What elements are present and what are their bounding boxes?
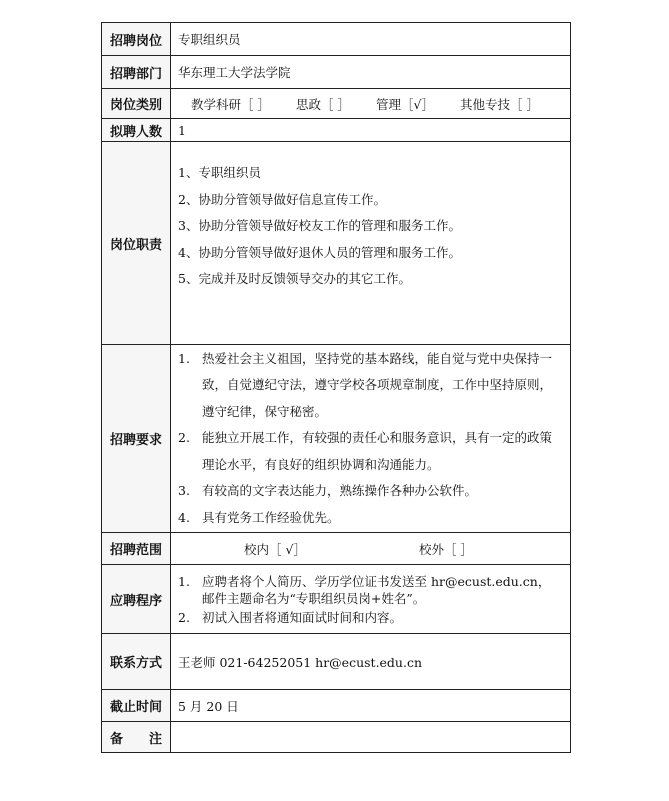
value-contact: 王老师 021-64252051 hr@ecust.edu.cn [171, 634, 571, 690]
value-count: 1 [171, 119, 571, 142]
label-procedure: 应聘程序 [102, 565, 171, 634]
category-option-management: 管理［√］ [376, 96, 434, 112]
row-scope [102, 533, 571, 565]
label-count: 拟聘人数 [102, 119, 171, 142]
requirement-item [178, 478, 562, 505]
requirement-text: 有较高的文字表达能力，熟练操作各种办公软件。 [202, 483, 478, 499]
row-procedure [102, 565, 571, 634]
duty-item: 3、协助分管领导做好校友工作的管理和服务工作。 [178, 218, 461, 233]
value-procedure [171, 565, 571, 634]
label-category: 岗位类别 [102, 89, 171, 119]
procedure-text: 应聘者将个人简历、学历学位证书发送至 hr@ecust.edu.cn，邮件主题命名为“专职组织员岗+姓名”。 [202, 573, 551, 606]
procedure-item [178, 573, 562, 607]
label-remarks: 备 注 [102, 722, 171, 753]
label-scope: 招聘范围 [102, 533, 171, 565]
value-duties [171, 142, 571, 345]
row-deadline [102, 690, 571, 722]
value-scope [171, 533, 571, 565]
label-department: 招聘部门 [102, 56, 171, 89]
row-contact [102, 634, 571, 690]
procedure-number: 2. [178, 609, 190, 625]
row-requirements [102, 345, 571, 533]
requirement-number: 2. [178, 430, 190, 446]
category-option-teaching: 教学科研［ ］ [191, 96, 270, 112]
requirement-number: 4. [178, 509, 190, 525]
scope-internal: 校内［ √］ [244, 541, 306, 557]
row-duties [102, 142, 571, 345]
requirement-text: 能独立开展工作，有较强的责任心和服务意识，具有一定的政策理论水平，有良好的组织协调和沟通能力。 [202, 430, 553, 472]
value-department: 华东理工大学法学院 [171, 56, 571, 89]
row-count [102, 119, 571, 142]
row-remarks [102, 722, 571, 753]
category-option-ideology: 思政［ ］ [296, 96, 350, 112]
requirement-item [178, 346, 562, 426]
requirement-number: 1. [178, 350, 190, 366]
requirement-text: 热爱社会主义祖国，坚持党的基本路线，能自觉与党中央保持一致，自觉遵纪守法，遵守学校各项规章制度，工作中坚持原则，遵守纪律，保守秘密。 [202, 350, 553, 419]
value-category [171, 89, 571, 119]
duty-item: 4、协助分管领导做好退休人员的管理和服务工作。 [178, 244, 461, 260]
procedure-number: 1. [178, 573, 190, 589]
job-posting-table [101, 22, 571, 753]
procedure-text: 初试入围者将通知面试时间和内容。 [202, 609, 403, 625]
duty-item: 2、协助分管领导做好信息宣传工作。 [178, 191, 386, 207]
label-duties: 岗位职责 [102, 142, 171, 345]
value-deadline: 5 月 20 日 [171, 690, 571, 722]
label-deadline: 截止时间 [102, 690, 171, 722]
duty-item: 5、完成并及时反馈领导交办的其它工作。 [178, 271, 411, 286]
row-position [102, 23, 571, 56]
row-category [102, 89, 571, 119]
scope-external: 校外［ ］ [418, 541, 473, 557]
value-remarks [171, 722, 571, 753]
requirement-item [178, 505, 562, 532]
requirement-item [178, 425, 562, 478]
duty-item: 1、专职组织员 [178, 165, 261, 180]
value-requirements [171, 345, 571, 533]
row-department [102, 56, 571, 89]
label-requirements: 招聘要求 [102, 345, 171, 533]
label-position: 招聘岗位 [102, 23, 171, 56]
label-contact: 联系方式 [102, 634, 171, 690]
requirement-text: 具有党务工作经验优先。 [202, 509, 340, 525]
value-position: 专职组织员 [171, 23, 571, 56]
procedure-item [178, 609, 562, 626]
requirement-number: 3. [178, 483, 190, 499]
category-option-other: 其他专技［ ］ [459, 96, 539, 112]
